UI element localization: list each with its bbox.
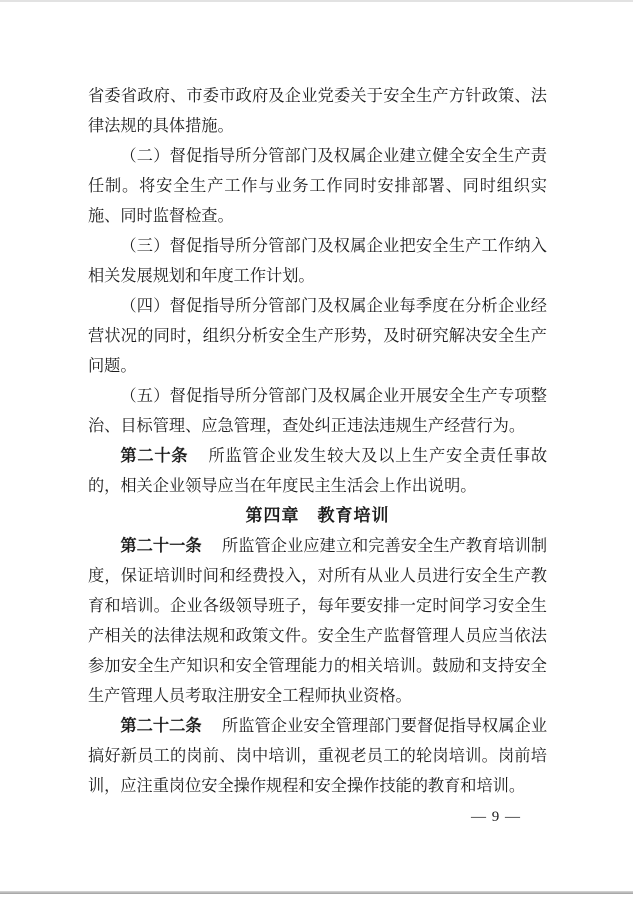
document-body [88,81,547,801]
article-22-text: 所监管企业安全管理部门要督促指导权属企业搞好新员工的岗前、岗中培训，重视老员工的轮岗培训。岗前培训，应注重岗位安全操作规程和安全操作技能的教育和培训。 [88,717,548,795]
para-continuation: 省委省政府、市委市政府及企业党委关于安全生产方针政策、法律法规的具体措施。 [88,87,547,135]
page-number: — 9 — [471,809,521,825]
page-bottom-edge [0,891,633,894]
para-item-5: （五）督促指导所分管部门及权属企业开展安全生产专项整治、目标管理、应急管理，查处纠正违法违规生产经营行为。 [88,387,547,435]
chapter-heading: 第四章 教育培训 [245,506,390,525]
para-article-22 [88,711,547,801]
para-item-4: （四）督促指导所分管部门及权属企业每季度在分析企业经营状况的同时，组织分析安全生产形势，及时研究解决安全生产问题。 [88,297,547,375]
article-20-text: 所监管企业发生较大及以上生产安全责任事故的，相关企业领导应当在年度民主生活会上作出说明。 [88,447,548,495]
article-21-text: 所监管企业应建立和完善安全生产教育培训制度，保证培训时间和经费投入，对所有从业人员进行安全生产教育和培训。企业各级领导班子，每年要安排一定时间学习安全生产相关的法律法规和政策文件。安全生产监督管理人员应当依法参加安全生产知识和安全管理能力的相关培训。鼓励和支持安全生产管理人员考取注册安全工程师执业资格。 [88,537,548,705]
article-20-label: 第二十条 [120,447,189,465]
para-item-3: （三）督促指导所分管部门及权属企业把安全生产工作纳入相关发展规划和年度工作计划。 [88,237,547,285]
article-21-label: 第二十一条 [120,537,202,555]
para-article-21 [88,531,547,711]
article-22-label: 第二十二条 [120,717,202,735]
para-article-20 [88,441,547,501]
page-top-edge [0,0,633,2]
para-item-2: （二）督促指导所分管部门及权属企业建立健全安全生产责任制。将安全生产工作与业务工作同时安排部署、同时组织实施、同时监督检查。 [88,147,547,225]
